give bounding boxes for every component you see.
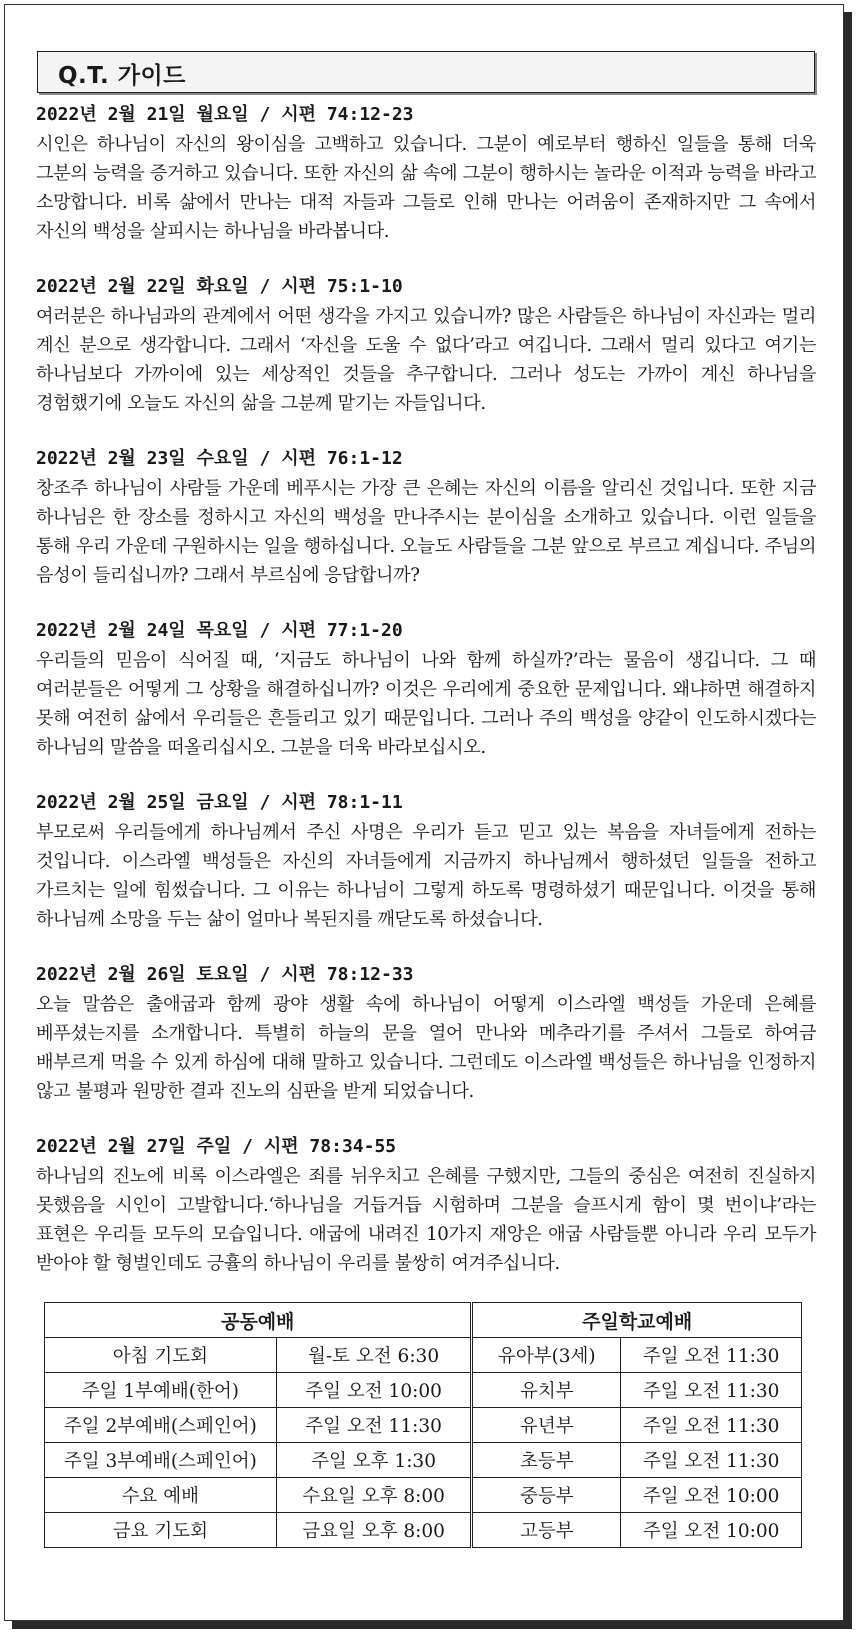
table-row xyxy=(45,1338,802,1373)
entry-heading: 2022년 2월 25일 금요일 / 시편 78:1-11 xyxy=(36,792,403,813)
page-title: Q.T. 가이드 xyxy=(58,63,186,89)
qt-guide-header xyxy=(37,51,815,93)
department-time: 주일 오전 11:30 xyxy=(621,1443,802,1478)
entry-heading: 2022년 2월 26일 토요일 / 시편 78:12-33 xyxy=(36,964,414,985)
entry-heading: 2022년 2월 21일 월요일 / 시편 74:12-23 xyxy=(36,104,414,125)
service-time: 월-토 오전 6:30 xyxy=(276,1338,472,1373)
entry-body: 우리들의 믿음이 식어질 때, ‘지금도 하나님이 나와 함께 하실까?’라는 물음이 생깁니다. 그 때 여러분들은 어떻게 그 상황을 해결하십니까? 이것은 우리에게 중요한 문제입니다. 왜냐하면 해결하지 못해 여전히 삶에서 우리들은 흔들리고 있기 때문입니다. 그러나 주의 백성을 양같이 인도하시겠다는 하나님의 말씀을 떠올리십시오. 그분을 더욱 바라보십시오. xyxy=(36,650,816,758)
department-time: 주일 오전 11:30 xyxy=(621,1338,802,1373)
service-name: 주일 3부예배(스페인어) xyxy=(45,1443,277,1478)
entry-heading: 2022년 2월 24일 목요일 / 시편 77:1-20 xyxy=(36,620,403,641)
table-row xyxy=(45,1443,802,1478)
department-name: 고등부 xyxy=(472,1513,621,1548)
table-row xyxy=(45,1478,802,1513)
service-time: 주일 오전 11:30 xyxy=(276,1408,472,1443)
table-header-row xyxy=(45,1303,802,1338)
department-name: 초등부 xyxy=(472,1443,621,1478)
service-name: 주일 1부예배(한어) xyxy=(45,1373,277,1408)
devotional-entries xyxy=(36,100,816,1304)
department-time: 주일 오전 10:00 xyxy=(621,1478,802,1513)
public-worship-header: 공동예배 xyxy=(45,1303,472,1338)
table-row xyxy=(45,1513,802,1548)
department-time: 주일 오전 10:00 xyxy=(621,1513,802,1548)
table-row xyxy=(45,1408,802,1443)
service-name: 아침 기도회 xyxy=(45,1338,277,1373)
service-time: 주일 오전 10:00 xyxy=(276,1373,472,1408)
page-shadow-bottom xyxy=(12,1621,852,1629)
devotional-entry xyxy=(36,616,816,762)
devotional-entry xyxy=(36,100,816,246)
sunday-school-header: 주일학교예배 xyxy=(472,1303,802,1338)
service-time: 금요일 오후 8:00 xyxy=(276,1513,472,1548)
service-name: 수요 예배 xyxy=(45,1478,277,1513)
devotional-entry xyxy=(36,1132,816,1278)
service-time: 수요일 오후 8:00 xyxy=(276,1478,472,1513)
entry-body: 하나님의 진노에 비록 이스라엘은 죄를 뉘우치고 은혜를 구했지만, 그들의 중심은 여전히 진실하지 못했음을 시인이 고발합니다.‘하나님을 거듭거듭 시험하며 그분을 슬프시게 함이 몇 번이냐’라는 표현은 우리들 모두의 모습입니다. 애굽에 내려진 10가지 재앙은 애굽 사람들뿐 아니라 우리 모두가 받아야 할 형벌인데도 긍휼의 하나님이 우리를 불쌍히 여겨주십니다. xyxy=(36,1166,816,1274)
entry-heading: 2022년 2월 27일 주일 / 시편 78:34-55 xyxy=(36,1136,397,1157)
service-time: 주일 오후 1:30 xyxy=(276,1443,472,1478)
devotional-entry xyxy=(36,960,816,1106)
devotional-entry xyxy=(36,444,816,590)
service-name: 금요 기도회 xyxy=(45,1513,277,1548)
service-name: 주일 2부예배(스페인어) xyxy=(45,1408,277,1443)
entry-body: 부모로써 우리들에게 하나님께서 주신 사명은 우리가 듣고 믿고 있는 복음을 자녀들에게 전하는 것입니다. 이스라엘 백성들은 자신의 자녀들에게 지금까지 하나님께서 행하셨던 일들을 전하고 가르치는 일에 힘썼습니다. 그 이유는 하나님이 그렇게 하도록 명령하셨기 때문입니다. 이것을 통해 하나님께 소망을 두는 삶이 얼마나 복된지를 깨닫도록 하셨습니다. xyxy=(36,822,816,930)
entry-body: 시인은 하나님이 자신의 왕이심을 고백하고 있습니다. 그분이 예로부터 행하신 일들을 통해 더욱 그분의 능력을 증거하고 있습니다. 또한 자신의 삶 속에 그분이 행하시는 놀라운 이적과 능력을 바라고 소망합니다. 비록 삶에서 만나는 대적 자들과 그들로 인해 만나는 어려움이 존재하지만 그 속에서 자신의 백성을 살피시는 하나님을 바라봅니다. xyxy=(36,134,816,242)
entry-body: 여러분은 하나님과의 관계에서 어떤 생각을 가지고 있습니까? 많은 사람들은 하나님이 자신과는 멀리 계신 분으로 생각합니다. 그래서 ‘자신을 도울 수 없다’라고 여깁니다. 그래서 멀리 있다고 여기는 하나님보다 가까이에 있는 세상적인 것들을 추구합니다. 그러나 성도는 가까이 계신 하나님을 경험했기에 오늘도 자신의 삶을 그분께 맡기는 자들입니다. xyxy=(36,306,816,414)
entry-body: 창조주 하나님이 사람들 가운데 베푸시는 가장 큰 은혜는 자신의 이름을 알리신 것입니다. 또한 지금 하나님은 한 장소를 정하시고 자신의 백성을 만나주시는 분이심을 소개하고 있습니다. 이런 일들을 통해 우리 가운데 구원하시는 일을 행하십니다. 오늘도 사람들을 그분 앞으로 부르고 계십니다. 주님의 음성이 들리십니까? 그래서 부르심에 응답합니까? xyxy=(36,478,816,586)
entry-body: 오늘 말씀은 출애굽과 함께 광야 생활 속에 하나님이 어떻게 이스라엘 백성들 가운데 은혜를 베푸셨는지를 소개합니다. 특별히 하늘의 문을 열어 만나와 메추라기를 주셔서 그들로 하여금 배부르게 먹을 수 있게 하심에 대해 말하고 있습니다. 그런데도 이스라엘 백성들은 하나님을 인정하지 않고 불평과 원망한 결과 진노의 심판을 받게 되었습니다. xyxy=(36,994,816,1102)
department-name: 중등부 xyxy=(472,1478,621,1513)
department-name: 유아부(3세) xyxy=(472,1338,621,1373)
devotional-entry xyxy=(36,272,816,418)
entry-heading: 2022년 2월 23일 수요일 / 시편 76:1-12 xyxy=(36,448,403,469)
entry-heading: 2022년 2월 22일 화요일 / 시편 75:1-10 xyxy=(36,276,403,297)
page-shadow-right xyxy=(844,12,852,1629)
table-row xyxy=(45,1373,802,1408)
worship-schedule-table xyxy=(44,1302,802,1548)
devotional-entry xyxy=(36,788,816,934)
department-name: 유년부 xyxy=(472,1408,621,1443)
department-time: 주일 오전 11:30 xyxy=(621,1373,802,1408)
department-name: 유치부 xyxy=(472,1373,621,1408)
department-time: 주일 오전 11:30 xyxy=(621,1408,802,1443)
